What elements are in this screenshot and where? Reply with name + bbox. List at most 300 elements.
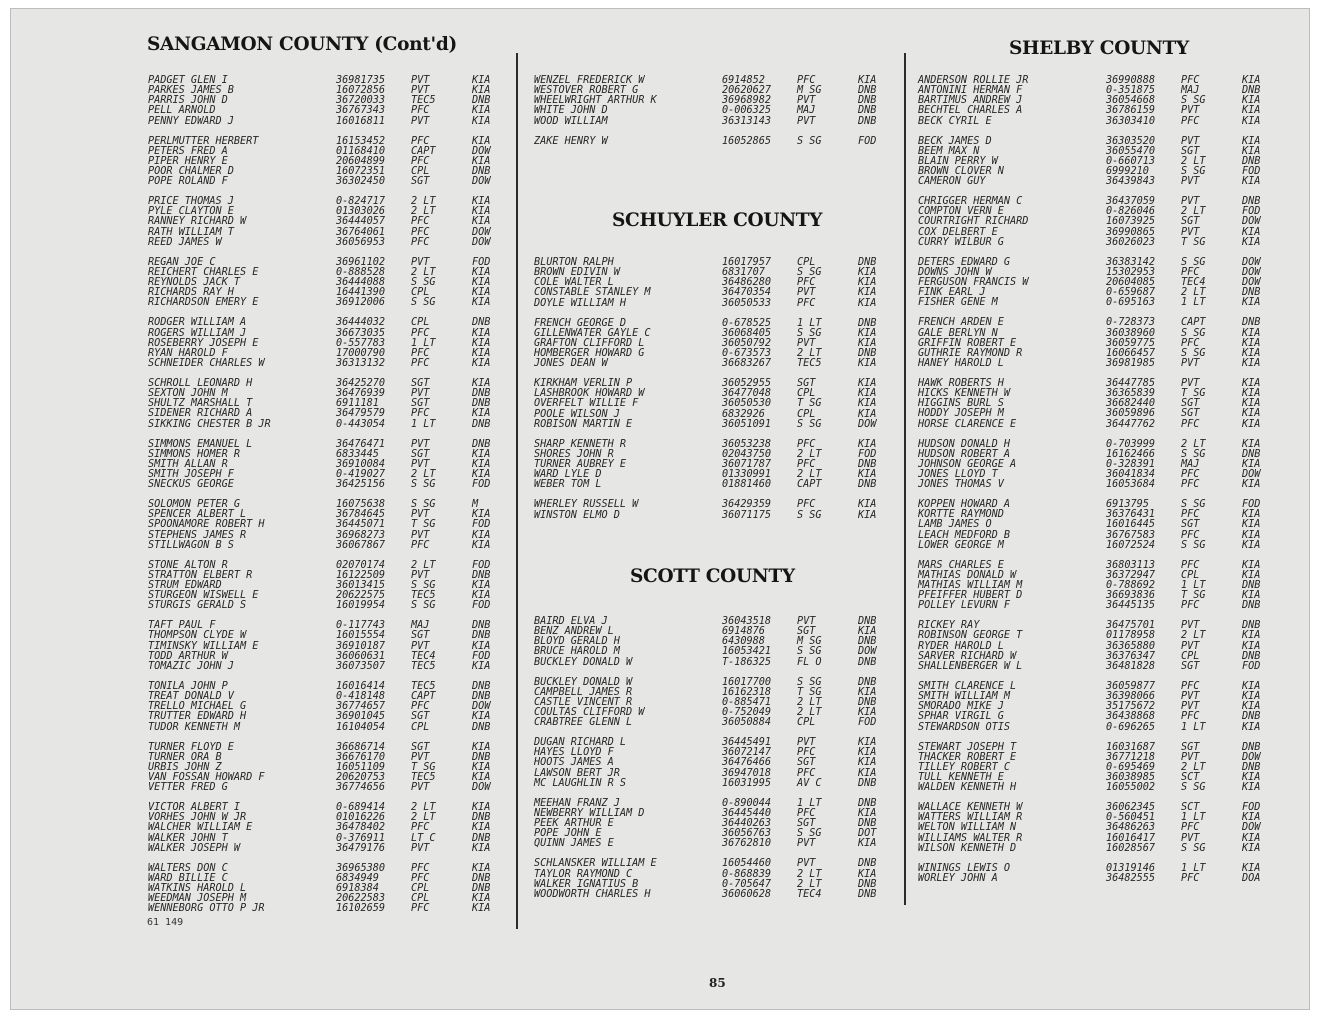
rank: PFC: [411, 135, 430, 147]
rank: PVT: [1181, 176, 1200, 188]
status-code: KIA: [472, 842, 491, 854]
serial-number: 36784645: [336, 509, 386, 521]
soldier-name: GRIFFIN ROBERT E: [918, 337, 1017, 349]
status-code: KIA: [858, 626, 877, 638]
serial-number: 36968273: [336, 529, 386, 541]
serial-number: 36961102: [336, 256, 386, 268]
soldier-name: WARD BILLIE C: [148, 872, 228, 884]
rank: 2 LT: [411, 812, 436, 824]
rank: T SG: [411, 519, 436, 531]
serial-number: 36043518: [722, 616, 772, 627]
soldier-name: SHORES JOHN R: [534, 448, 614, 460]
serial-number: 0-678525: [722, 317, 772, 329]
soldier-name: RICKEY RAY: [918, 620, 980, 632]
rank: PFC: [1181, 822, 1200, 834]
serial-number: 0-788692: [1106, 580, 1156, 592]
rank: CPL: [1181, 650, 1200, 662]
serial-number: 16162466: [1106, 448, 1156, 460]
serial-number: 0-419027: [336, 468, 386, 480]
serial-number: 6913795: [1106, 499, 1149, 511]
soldier-name: HAWK ROBERTS H: [918, 377, 1004, 389]
status-code: KIA: [1242, 347, 1261, 359]
rank: S SG: [1181, 499, 1206, 511]
serial-number: 36771218: [1106, 751, 1156, 763]
status-code: KIA: [472, 85, 491, 97]
soldier-name: PELL ARNOLD: [148, 105, 216, 117]
soldier-name: WEEDMAN JOSEPH M: [148, 893, 247, 905]
soldier-name: WILSON KENNETH D: [918, 842, 1017, 854]
soldier-name: SMORADO MIKE J: [918, 701, 1004, 713]
serial-number: 36052955: [722, 378, 772, 390]
status-code: DOW: [1242, 216, 1261, 228]
soldier-name: SPHAR VIRGIL G: [918, 711, 1004, 723]
rank: TEC5: [411, 95, 436, 107]
soldier-name: DOYLE WILLIAM H: [534, 297, 627, 309]
serial-number: 36767343: [336, 105, 386, 117]
rank: PFC: [411, 155, 430, 167]
soldier-name: COULTAS CLIFFORD W: [534, 707, 645, 719]
soldier-name: SCHROLL LEONARD H: [148, 377, 253, 389]
serial-number: 36072147: [722, 747, 772, 759]
soldier-name: GILLENWATER GAYLE C: [534, 327, 651, 339]
rank: MAJ: [797, 105, 816, 117]
rank: 2 LT: [1181, 438, 1206, 450]
rank: PVT: [1181, 357, 1200, 369]
rank: PFC: [1181, 337, 1200, 349]
rank: PVT: [1181, 620, 1200, 632]
rank: PFC: [1181, 529, 1200, 541]
rank: 2 LT: [797, 469, 822, 481]
status-code: DOW: [1242, 751, 1261, 763]
rank: PVT: [797, 838, 816, 850]
status-code: DOW: [858, 646, 877, 658]
serial-number: 16072351: [336, 166, 386, 178]
soldier-name: PADGET GLEN I: [148, 75, 228, 86]
soldier-name: BARTIMUS ANDREW J: [918, 95, 1023, 107]
status-code: KIA: [858, 767, 877, 779]
soldier-name: TURNER ORA B: [148, 751, 222, 763]
serial-number: 16066457: [1106, 347, 1156, 359]
serial-number: 01881460: [722, 479, 772, 491]
soldier-name: JONES THOMAS V: [918, 479, 1004, 491]
serial-number: 16053684: [1106, 479, 1156, 491]
rank: CPL: [411, 166, 430, 178]
rank: PVT: [797, 616, 816, 627]
serial-number: 20622583: [336, 893, 386, 905]
soldier-name: WELTON WILLIAM N: [918, 822, 1017, 834]
soldier-name: SEXTON JOHN M: [148, 388, 228, 400]
status-code: KIA: [858, 707, 877, 719]
scott-county-title: SCOTT COUNTY: [630, 566, 795, 587]
rank: PVT: [411, 388, 430, 400]
status-code: FOD: [472, 559, 491, 571]
serial-number: 16053421: [722, 646, 772, 658]
rank: M SG: [797, 636, 822, 648]
serial-number: 0-868839: [722, 868, 772, 880]
rank: T SG: [1181, 388, 1206, 400]
rank: PFC: [797, 277, 816, 289]
serial-number: 0-695469: [1106, 761, 1156, 773]
serial-number: 36425270: [336, 377, 386, 389]
soldier-name: SMITH CLARENCE L: [918, 680, 1017, 692]
serial-number: 6914852: [722, 75, 765, 86]
status-code: DOW: [472, 236, 491, 248]
soldier-name: SHULTZ MARSHALL T: [148, 398, 253, 410]
serial-number: 36056953: [336, 236, 386, 248]
rank: 2 LT: [797, 878, 822, 890]
rank: CPL: [797, 408, 816, 420]
serial-number: 0-351875: [1106, 85, 1156, 97]
status-code: DNB: [858, 479, 877, 491]
serial-number: 36803113: [1106, 559, 1156, 571]
soldier-name: SOLOMON PETER G: [148, 499, 241, 511]
serial-number: 36440263: [722, 818, 772, 830]
rank: T SG: [797, 686, 822, 698]
soldier-name: PETERS FRED A: [148, 145, 228, 157]
rank: SGT: [797, 626, 816, 638]
soldier-name: DETERS EDWARD G: [918, 256, 1011, 268]
rank: SGT: [797, 818, 816, 830]
status-code: KIA: [858, 287, 877, 299]
serial-number: 36762810: [722, 838, 772, 850]
status-code: DNB: [1242, 287, 1261, 299]
soldier-name: ROBISON MARTIN E: [534, 418, 633, 430]
serial-number: 36303520: [1106, 135, 1156, 147]
serial-number: 01168410: [336, 145, 386, 157]
status-code: DNB: [858, 317, 877, 329]
serial-number: 0-117743: [336, 620, 386, 632]
rank: FL O: [797, 656, 822, 668]
status-code: KIA: [1242, 832, 1261, 844]
serial-number: 36445440: [722, 807, 772, 819]
soldier-name: ANDERSON ROLLIE JR: [918, 75, 1029, 86]
status-code: KIA: [1242, 691, 1261, 703]
rank: PFC: [1181, 75, 1200, 86]
soldier-name: POPE ROLAND F: [148, 176, 228, 188]
rank: PVT: [411, 75, 430, 86]
status-code: KIA: [858, 438, 877, 450]
serial-number: 6918384: [336, 883, 379, 894]
serial-number: 36676170: [336, 751, 386, 763]
status-code: KIA: [1242, 680, 1261, 692]
soldier-name: STURGIS GERALD S: [148, 600, 247, 612]
soldier-name: STEPHENS JAMES R: [148, 529, 247, 541]
soldier-name: LOWER GEORGE M: [918, 539, 1004, 551]
status-code: DNB: [472, 691, 491, 703]
rank: 2 LT: [411, 196, 436, 208]
serial-number: 36038985: [1106, 771, 1156, 783]
rank: MAJ: [411, 620, 430, 632]
status-code: DOA: [1242, 872, 1261, 884]
rank: S SG: [1181, 347, 1206, 359]
rank: PVT: [411, 640, 430, 652]
rank: PFC: [797, 75, 816, 86]
soldier-name: RANNEY RICHARD W: [148, 216, 247, 228]
status-code: KIA: [472, 448, 491, 460]
serial-number: 16153452: [336, 135, 386, 147]
serial-number: 36447762: [1106, 418, 1156, 430]
serial-number: 20604085: [1106, 277, 1156, 289]
serial-number: 36693836: [1106, 590, 1156, 602]
rank: PFC: [1181, 509, 1200, 521]
status-code: DNB: [1242, 155, 1261, 167]
rank: MAJ: [1181, 85, 1200, 97]
status-code: KIA: [858, 686, 877, 698]
serial-number: 36673035: [336, 327, 386, 339]
status-code: DOW: [472, 145, 491, 157]
status-code: KIA: [1242, 377, 1261, 389]
soldier-name: RATH WILLIAM T: [148, 226, 234, 238]
soldier-name: SIKKING CHESTER B JR: [148, 418, 271, 430]
rank: CPL: [411, 287, 430, 299]
serial-number: 36303410: [1106, 115, 1156, 127]
rank: 1 LT: [797, 317, 822, 329]
status-code: KIA: [1242, 135, 1261, 147]
rank: CAPT: [411, 691, 436, 703]
rank: CPL: [411, 883, 430, 894]
soldier-name: POPE JOHN E: [534, 828, 602, 840]
serial-number: 6832926: [722, 408, 765, 420]
status-code: KIA: [472, 115, 491, 127]
serial-number: 35175672: [1106, 701, 1156, 713]
rank: SGT: [411, 711, 430, 723]
rank: CPL: [411, 721, 430, 733]
soldier-name: WORLEY JOHN A: [918, 872, 998, 884]
serial-number: 36786159: [1106, 105, 1156, 117]
shelby-county-title: SHELBY COUNTY: [1009, 38, 1189, 59]
status-code: DOT: [858, 828, 877, 840]
document-page: [10, 8, 1310, 1010]
soldier-name: COURTRIGHT RICHARD: [918, 216, 1029, 228]
rank: S SG: [1181, 842, 1206, 854]
rank: PVT: [411, 438, 430, 450]
serial-number: 36486263: [1106, 822, 1156, 834]
soldier-name: REGAN JOE C: [148, 256, 216, 268]
rank: PFC: [797, 459, 816, 471]
serial-number: 36444088: [336, 277, 386, 289]
serial-number: 36073507: [336, 660, 386, 672]
soldier-name: KOPPEN HOWARD A: [918, 499, 1011, 511]
serial-number: 36447785: [1106, 377, 1156, 389]
soldier-name: SCHLANSKER WILLIAM E: [534, 858, 657, 870]
status-code: KIA: [858, 388, 877, 400]
rank: PFC: [411, 216, 430, 228]
status-code: DNB: [1242, 448, 1261, 460]
soldier-name: VETTER FRED G: [148, 782, 228, 794]
soldier-name: JONES LLOYD T: [918, 468, 998, 480]
soldier-name: BLAIN PERRY W: [918, 155, 998, 167]
status-code: KIA: [1242, 842, 1261, 854]
status-code: DNB: [1242, 650, 1261, 662]
soldier-name: PERLMUTTER HERBERT: [148, 135, 259, 147]
serial-number: 0-728373: [1106, 317, 1156, 329]
serial-number: 36383142: [1106, 256, 1156, 268]
soldier-name: SIMMONS EMANUEL L: [148, 438, 253, 450]
serial-number: 16073925: [1106, 216, 1156, 228]
status-code: KIA: [858, 408, 877, 420]
soldier-name: POLLEY LEVURN F: [918, 600, 1011, 612]
serial-number: 36055470: [1106, 145, 1156, 157]
status-code: KIA: [472, 802, 491, 814]
soldier-name: VAN FOSSAN HOWARD F: [148, 771, 265, 783]
serial-number: 36054668: [1106, 95, 1156, 107]
serial-number: 36050884: [722, 717, 772, 729]
serial-number: 36990865: [1106, 226, 1156, 238]
soldier-name: TODD ARTHUR W: [148, 650, 228, 662]
rank: SGT: [1181, 216, 1200, 228]
rank: PVT: [797, 115, 816, 127]
soldier-name: MC LAUGHLIN R S: [534, 777, 627, 789]
status-code: DOW: [1242, 277, 1261, 289]
rank: PFC: [1181, 418, 1200, 430]
soldier-name: SHALLENBERGER W L: [918, 660, 1023, 672]
rank: 2 LT: [411, 559, 436, 571]
soldier-name: HOOTS JAMES A: [534, 757, 614, 769]
soldier-name: SCHNEIDER CHARLES W: [148, 357, 265, 369]
serial-number: 0-006325: [722, 105, 772, 117]
status-code: DNB: [472, 317, 491, 329]
status-code: KIA: [1242, 408, 1261, 420]
status-code: DNB: [858, 348, 877, 360]
status-code: DNB: [472, 680, 491, 692]
rank: PFC: [1181, 479, 1200, 491]
soldier-name: BECK JAMES D: [918, 135, 992, 147]
status-code: DNB: [858, 616, 877, 627]
soldier-name: FRENCH ARDEN E: [918, 317, 1004, 329]
soldier-name: LEACH MEDFORD B: [918, 529, 1011, 541]
rank: PFC: [411, 105, 430, 117]
serial-number: 16031995: [722, 777, 772, 789]
status-code: DOW: [472, 782, 491, 794]
status-code: KIA: [858, 838, 877, 850]
status-code: KIA: [472, 903, 491, 915]
status-code: KIA: [1242, 559, 1261, 571]
status-code: FOD: [858, 717, 877, 729]
rank: 2 LT: [1181, 630, 1206, 642]
rank: SGT: [1181, 741, 1200, 753]
serial-number: 0-557783: [336, 337, 386, 349]
soldier-name: WARD LYLE D: [534, 469, 602, 481]
soldier-name: HUDSON ROBERT A: [918, 448, 1011, 460]
status-code: DNB: [472, 630, 491, 642]
soldier-name: STILLWAGON B S: [148, 539, 234, 551]
rank: SGT: [411, 741, 430, 753]
soldier-name: ROBINSON GEORGE T: [918, 630, 1023, 642]
serial-number: 02070174: [336, 559, 386, 571]
status-code: KIA: [858, 807, 877, 819]
soldier-name: RICHARDSON EMERY E: [148, 297, 259, 309]
rank: PFC: [411, 327, 430, 339]
status-code: KIA: [1242, 539, 1261, 551]
serial-number: 16162318: [722, 686, 772, 698]
rank: PVT: [411, 842, 430, 854]
serial-number: 36947018: [722, 767, 772, 779]
rank: 2 LT: [797, 348, 822, 360]
rank: S SG: [797, 135, 822, 147]
soldier-name: CAMPBELL JAMES R: [534, 686, 633, 698]
serial-number: 0-689414: [336, 802, 386, 814]
rank: PFC: [797, 438, 816, 450]
serial-number: 02043750: [722, 448, 772, 460]
status-code: KIA: [472, 761, 491, 773]
serial-number: 0-890044: [722, 797, 772, 809]
status-code: KIA: [1242, 297, 1261, 309]
serial-number: 36062345: [1106, 802, 1156, 814]
status-code: KIA: [858, 358, 877, 370]
serial-number: 36067867: [336, 539, 386, 551]
rank: T SG: [411, 761, 436, 773]
rank: 1 LT: [411, 418, 436, 430]
soldier-name: BAIRD ELVA J: [534, 616, 608, 627]
soldier-name: WOOD WILLIAM: [534, 115, 608, 127]
status-code: DNB: [858, 777, 877, 789]
status-code: KIA: [472, 771, 491, 783]
serial-number: 16015554: [336, 630, 386, 642]
soldier-name: BROWN EDIVIN W: [534, 267, 620, 279]
soldier-name: LASHBROOK HOWARD W: [534, 388, 645, 400]
status-code: KIA: [1242, 519, 1261, 531]
soldier-name: HODDY JOSEPH M: [918, 408, 1004, 420]
serial-number: 36376431: [1106, 509, 1156, 521]
soldier-name: ZAKE HENRY W: [534, 135, 608, 147]
rank: S SG: [797, 327, 822, 339]
serial-number: 16102659: [336, 903, 386, 915]
serial-number: 16028567: [1106, 842, 1156, 854]
soldier-name: TULL KENNETH E: [918, 771, 1004, 783]
rank: S SG: [797, 267, 822, 279]
rank: SGT: [1181, 408, 1200, 420]
soldier-name: WALKER JOHN T: [148, 832, 228, 844]
soldier-name: REICHERT CHARLES E: [148, 266, 259, 278]
status-code: KIA: [472, 357, 491, 369]
serial-number: 16104054: [336, 721, 386, 733]
status-code: KIA: [472, 216, 491, 228]
rank: PFC: [1181, 559, 1200, 571]
rank: PVT: [411, 751, 430, 763]
rank: AV C: [797, 777, 822, 789]
soldier-name: FERGUSON FRANCIS W: [918, 277, 1029, 289]
serial-number: 36476939: [336, 388, 386, 400]
rank: CPL: [411, 893, 430, 905]
rank: CAPT: [411, 145, 436, 157]
serial-number: 16051109: [336, 761, 386, 773]
rank: PFC: [1181, 872, 1200, 884]
status-code: KIA: [472, 640, 491, 652]
rank: M SG: [797, 85, 822, 97]
soldier-name: PIPER HENRY E: [148, 155, 228, 167]
status-code: FOD: [472, 479, 491, 491]
rank: PVT: [1181, 701, 1200, 713]
status-code: KIA: [472, 155, 491, 167]
rank: 1 LT: [1181, 297, 1206, 309]
status-code: DOW: [472, 226, 491, 238]
serial-number: 0-695163: [1106, 297, 1156, 309]
serial-number: 36429359: [722, 499, 772, 511]
soldier-name: TAFT PAUL F: [148, 620, 216, 632]
soldier-name: BROWN CLOVER N: [918, 166, 1004, 178]
status-code: M: [472, 499, 479, 511]
serial-number: 36050533: [722, 297, 772, 309]
serial-number: 0-418148: [336, 691, 386, 703]
page-number: 85: [709, 976, 726, 990]
serial-number: 36013415: [336, 580, 386, 592]
rank: S SG: [1181, 539, 1206, 551]
status-code: KIA: [472, 266, 491, 278]
status-code: KIA: [1242, 398, 1261, 410]
soldier-name: HUDSON DONALD H: [918, 438, 1011, 450]
rank: SGT: [1181, 660, 1200, 672]
soldier-name: TRELLO MICHAEL G: [148, 701, 247, 713]
